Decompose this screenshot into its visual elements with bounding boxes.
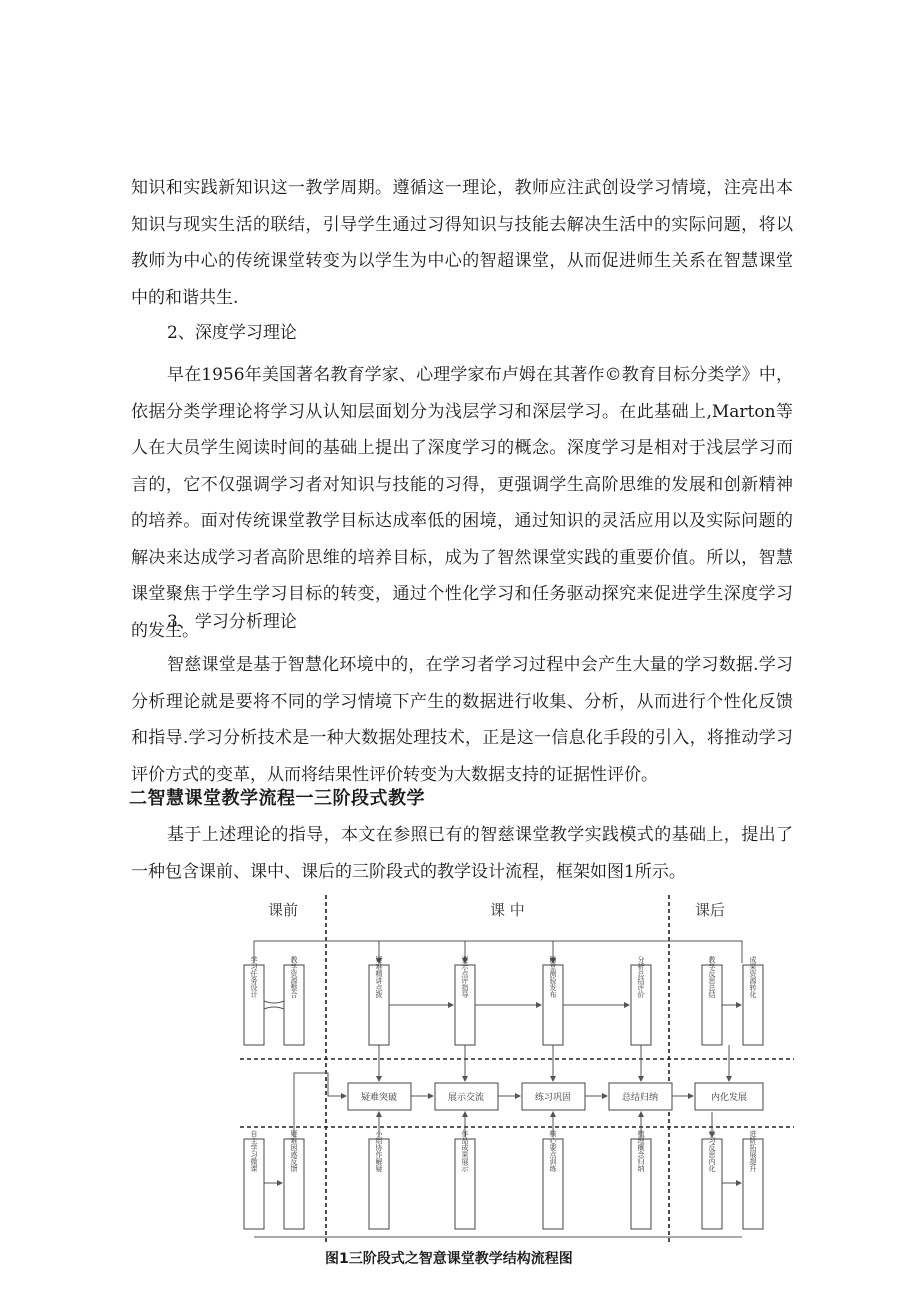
svg-text:疑难突破: 疑难突破 [360, 1093, 398, 1103]
svg-text:要示点评指导: 要示点评指导 [461, 956, 469, 998]
arrow-pre-to-mid [294, 1073, 346, 1096]
svg-text:教学反思总结: 教学反思总结 [708, 956, 716, 998]
top-box-5 [543, 955, 563, 1045]
svg-text:进阶拓展提升: 进阶拓展提升 [749, 1130, 757, 1172]
section-heading: 二智慧课堂教学流程一三阶段式教学 [129, 788, 425, 809]
top-box-4 [455, 955, 475, 1045]
link-top-1-2 [264, 1001, 284, 1009]
bottom-box-8 [743, 1129, 763, 1229]
paragraph-1: 知识和实践新知识这一教学周期。遵循这一理论，教师应注武创设学习情境，注亮出本知识与现实生活的联结，引导学生通过习得知识与技能去解决生活中的实际问题，将以教师为中心的传统课堂转变为以学生为中心的智超课堂，从而促进师生关系在智慧课堂中的和谐共生. [131, 178, 793, 308]
svg-text:作品成果展示: 作品成果展示 [461, 1130, 469, 1172]
bottom-box-1 [244, 1129, 264, 1229]
mid-box-5 [695, 1083, 763, 1110]
phase-label-post: 课后 [695, 901, 726, 919]
svg-text:小组协作解疑: 小组协作解疑 [375, 1130, 383, 1172]
svg-text:自主学习微课: 自主学习微课 [250, 1130, 258, 1172]
paragraph-2: 早在1956年美国著名教育学家、心理学家布卢姆在其著作©教育目标分类学》中，依据分类学理论将学习从认知层面划分为浅层学习和深层学习。在此基础上,Marton等人在大员学生阅读时间的基础上提出了深度学习的概念。深度学习是相对于浅层学习而言的，它不仅强调学习者对知识与技能的习得，更强调学生高阶思维的发展和创新精神的培养。面对传统课堂教学目标达成率低的困境，通过知识的灵活应用以及实际问题的解决来达成学习者高阶思维的培养目标，成为了智然课堂实践的重要价值。所以，智慧课堂聚焦于学生学习目标的转变，通过个性化学习和任务驱动探究来促进学生深度学习的发生。 [131, 365, 793, 641]
svg-text:分析总结评价: 分析总结评价 [637, 956, 645, 998]
svg-text:成果资源转化: 成果资源转化 [749, 956, 757, 998]
flowchart-figure [238, 893, 794, 1245]
subheading-learning-analytics: 3、学习分析理论 [167, 612, 297, 632]
mid-box-1 [348, 1083, 411, 1110]
svg-text:核心要点训练: 核心要点训练 [549, 1130, 557, 1172]
top-box-8 [743, 955, 763, 1045]
bottom-box-3 [369, 1129, 389, 1229]
top-box-1 [244, 955, 264, 1045]
figure-caption: 图1三阶段式之智意课堂教学结构流程图 [325, 1251, 573, 1267]
svg-text:教学资源整合: 教学资源整合 [290, 956, 298, 998]
svg-text:学习任务设计: 学习任务设计 [250, 956, 258, 998]
subheading-deep-learning: 2、深度学习理论 [167, 323, 297, 343]
svg-text:疑难精讲点拨: 疑难精讲点拨 [375, 956, 383, 998]
top-box-2 [284, 955, 304, 1045]
svg-text:内化发展: 内化发展 [710, 1093, 748, 1103]
phase-label-in: 课 中 [490, 901, 525, 919]
svg-text:练习巩固: 练习巩固 [534, 1093, 572, 1103]
svg-text:随堂测验发布: 随堂测验发布 [549, 956, 557, 998]
svg-text:梳理概念归纳: 梳理概念归纳 [637, 1130, 645, 1172]
bottom-box-4 [455, 1129, 475, 1229]
top-box-6 [631, 955, 651, 1045]
bottom-box-2 [284, 1129, 304, 1229]
paragraph-4: 基于上述理论的指导，本文在参照已有的智慈课堂教学实践模式的基础上，提出了一种包含课前、课中、课后的三阶段式的教学设计流程，框架如图1所示。 [131, 825, 793, 882]
svg-text:总结归纳: 总结归纳 [621, 1093, 659, 1103]
paragraph-3: 智慈课堂是基于智慧化环境中的，在学习者学习过程中会产生大量的学习数据.学习分析理论就是要将不同的学习情境下产生的数据进行收集、分析，从而进行个性化反馈和指导.学习分析技术是一种大数据处理技术，正是这一信息化手段的引入，将推动学习评价方式的变革，从而将结果性评价转变为大数据支持的证据性评价。 [131, 655, 793, 785]
mid-box-4 [609, 1083, 672, 1110]
top-box-3 [369, 955, 389, 1045]
bottom-box-7 [702, 1129, 722, 1229]
svg-text:疑难困惑反馈: 疑难困惑反馈 [290, 1130, 298, 1172]
svg-text:展示交流: 展示交流 [447, 1093, 485, 1103]
bottom-box-6 [631, 1129, 651, 1229]
bottom-box-5 [543, 1129, 563, 1229]
phase-label-pre: 课前 [268, 901, 299, 919]
top-box-7 [702, 955, 722, 1045]
mid-box-2 [435, 1083, 498, 1110]
svg-text:学习反思内化: 学习反思内化 [708, 1130, 716, 1172]
mid-box-3 [522, 1083, 585, 1110]
